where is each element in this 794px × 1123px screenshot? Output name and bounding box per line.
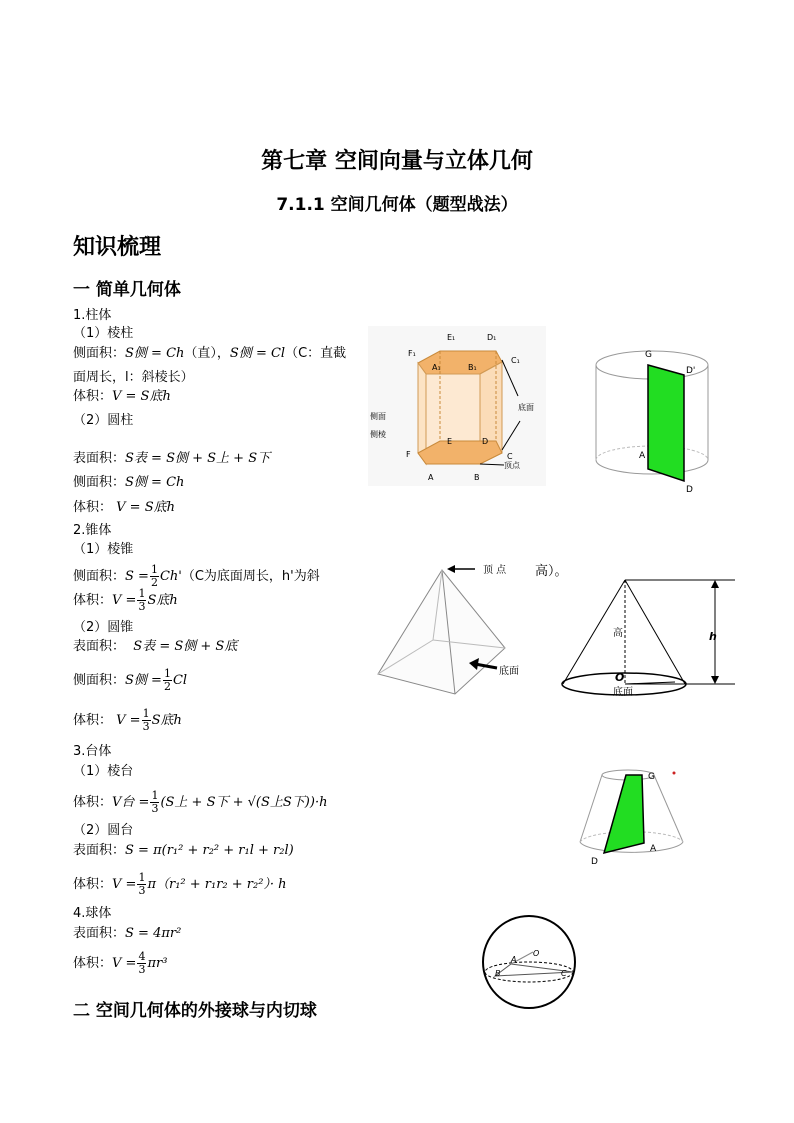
arrow-head [447, 565, 455, 573]
frustum-surface-line [73, 842, 294, 860]
prism-sub1: （1）棱柱 [73, 326, 134, 341]
sphere-volume-fraction [137, 951, 146, 976]
label-G: G [648, 772, 655, 782]
cylinder-lateral-label: 侧面积： [73, 475, 126, 490]
label-D: D [686, 485, 693, 495]
frustum-slant [580, 775, 602, 842]
label-base: 底面 [613, 687, 633, 698]
label-A: A [650, 844, 657, 854]
label-D1: D₁ [487, 333, 497, 342]
frustum-cvolume-label: 体积： [73, 877, 113, 892]
pyramid-volume-pre: V = [112, 593, 137, 608]
label-C: C [561, 969, 567, 978]
label-G: G [645, 350, 652, 360]
label-D: D [482, 437, 489, 446]
frustum-cvolume-post: π（r₁² + r₁r₂ + r₂²）· h [147, 877, 287, 892]
prism-heading: 1.柱体 [73, 308, 112, 323]
fraction-denominator: 3 [142, 720, 150, 733]
fraction-numerator: 1 [138, 587, 146, 600]
sphere-surface-f: S = 4πr² [125, 926, 182, 941]
pyramid-volume-post: S底h [147, 593, 178, 608]
sphere-volume-pre: V = [112, 956, 137, 971]
frustum-surface-label: 表面积： [73, 843, 126, 858]
label-C1: C₁ [511, 356, 520, 365]
fraction-numerator: 1 [142, 707, 150, 720]
cone-volume-post: S底h [151, 713, 182, 728]
cylinder-sub: （2）圆柱 [73, 413, 134, 428]
sphere-figure [473, 900, 588, 1010]
sphere-volume-label: 体积： [73, 956, 113, 971]
frustum-cvolume-fraction [137, 872, 146, 897]
label-side-face: 侧面 [370, 412, 386, 421]
cone-surface-line [73, 638, 237, 656]
cone-heading: 2.锥体 [73, 523, 112, 538]
cylinder-lateral-f: S侧 = Ch [125, 475, 185, 490]
sphere-heading: 4.球体 [73, 906, 112, 921]
prism-lateral-label: 侧面积： [73, 346, 126, 361]
cylinder-surface-f: S表 = S侧 + S上 + S下 [125, 451, 271, 466]
pyramid-lateral-note: （C为底面周长，h'为斜 [181, 569, 320, 584]
fraction-denominator: 2 [163, 680, 171, 693]
arrow-head [711, 676, 719, 684]
label-O: O [615, 671, 625, 684]
prism-lateral-note3: 面周长，l：斜棱长） [73, 370, 194, 385]
label-B: B [474, 473, 480, 482]
label-F1: F₁ [408, 349, 416, 358]
cone-lateral-post: Cl [172, 673, 188, 688]
prism-lateral-f2: S侧 = Cl [229, 346, 286, 361]
cone-lateral-pre: S侧 = [125, 673, 162, 688]
sphere-outline [483, 916, 575, 1008]
fraction-numerator: 1 [138, 871, 146, 884]
red-point [673, 772, 676, 775]
prism-lateral-note1: （直）， [184, 346, 230, 361]
label-A1: A₁ [432, 363, 441, 372]
frustum-volume-pre: V台 = [112, 795, 150, 810]
label-apex: 顶 点 [483, 565, 507, 576]
label-E1: E₁ [447, 333, 456, 342]
frustum-slant [654, 775, 683, 842]
label-side-edge: 侧棱 [370, 430, 386, 439]
cylinder-figure [590, 345, 715, 495]
label-height: 高 [613, 628, 623, 639]
label-B: B [495, 969, 501, 978]
fraction-denominator: 3 [151, 802, 159, 815]
cone-slant [625, 580, 685, 684]
cone-volume-fraction [142, 708, 151, 733]
chapter-title: 第七章 空间向量与立体几何 [261, 149, 533, 174]
label-A: A [511, 955, 517, 964]
fraction-numerator: 1 [150, 563, 158, 576]
label-F: F [406, 450, 411, 459]
pyramid-volume-fraction [137, 588, 146, 613]
pyramid-lateral-post: Ch' [159, 569, 182, 584]
part-one-heading: 一 简单几何体 [73, 280, 181, 300]
cone-lateral-fraction [163, 668, 172, 693]
cone-sub: （2）圆锥 [73, 620, 134, 635]
arrow-head [711, 580, 719, 588]
pyramid-lateral-note-end: 高）。 [535, 564, 568, 579]
cone-surface-f: S表 = S侧 + S底 [133, 639, 238, 654]
cone-lateral-label: 侧面积： [73, 673, 126, 688]
prism-lateral-note2: （C：直截 [285, 346, 347, 361]
cylinder-lateral-line [73, 474, 184, 492]
knowledge-heading: 知识梳理 [73, 235, 162, 260]
pyramid-body [378, 570, 505, 694]
fraction-numerator: 1 [151, 789, 159, 802]
frustum-volume-fraction [150, 790, 159, 815]
label-h: h [709, 630, 717, 643]
pyramid-figure [375, 560, 555, 700]
frustum-volume-label: 体积： [73, 795, 113, 810]
pyramid-lateral-fraction [150, 564, 159, 589]
cone-volume-label: 体积： [73, 713, 113, 728]
sphere-surface-label: 表面积： [73, 926, 126, 941]
pyramid-lateral-pre: S = [125, 569, 149, 584]
cone-lateral-line [73, 668, 187, 693]
fraction-numerator: 4 [138, 950, 146, 963]
section-subtitle: 7.1.1 空间几何体（题型战法） [276, 195, 518, 215]
green-cross-section [648, 365, 684, 481]
label-vertex: 顶点 [504, 461, 520, 470]
fraction-denominator: 3 [138, 600, 146, 613]
hexagonal-prism-figure [368, 326, 546, 486]
fraction-denominator: 3 [138, 884, 146, 897]
prism-volume-f: V = S底h [112, 389, 171, 404]
pyramid-lateral-label: 侧面积： [73, 569, 126, 584]
frustum-sub1: （1）棱台 [73, 764, 134, 779]
fraction-numerator: 1 [163, 667, 171, 680]
prism-volume-label: 体积： [73, 389, 113, 404]
label-E: E [447, 437, 453, 446]
frustum-cvolume-line [73, 872, 287, 897]
sphere-volume-line [73, 951, 167, 976]
label-D: D [591, 857, 598, 867]
pyramid-volume-line [73, 588, 178, 613]
label-A: A [639, 451, 646, 461]
frustum-cvolume-pre: V = [112, 877, 137, 892]
prism-lateral-line [73, 345, 346, 363]
label-C: C [507, 452, 513, 461]
cone-volume-pre: V = [116, 713, 141, 728]
frustum-sub2: （2）圆台 [73, 823, 134, 838]
frustum-surface-f: S = π(r₁² + r₂² + r₁l + r₂l) [125, 843, 294, 858]
pyramid-sub: （1）棱锥 [73, 542, 134, 557]
sphere-volume-post: πr³ [147, 956, 168, 971]
label-D-prime: D' [686, 366, 696, 376]
frustum-volume-line [73, 790, 327, 815]
label-O: O [533, 949, 540, 958]
green-cross-section [604, 775, 644, 853]
cylinder-surface-line [73, 450, 270, 468]
pyramid-volume-label: 体积： [73, 593, 113, 608]
prism-volume-line [73, 388, 171, 406]
cylinder-volume-line [73, 499, 175, 517]
cylinder-volume-f: V = S底h [116, 500, 175, 515]
sphere-surface-line [73, 925, 181, 943]
cylinder-surface-label: 表面积： [73, 451, 126, 466]
frustum-figure [578, 765, 693, 870]
part-two-heading: 二 空间几何体的外接球与内切球 [73, 1001, 317, 1021]
frustum-volume-post: (S上 + S下 + √(S上S下))·h [160, 795, 328, 810]
label-B1: B₁ [468, 363, 477, 372]
pyramid-lateral-line [73, 564, 320, 589]
cylinder-volume-label: 体积： [73, 500, 113, 515]
fraction-denominator: 2 [150, 576, 158, 589]
cone-figure [555, 570, 740, 710]
label-base: 底面 [499, 666, 519, 677]
label-A: A [428, 473, 434, 482]
cone-volume-line [73, 708, 182, 733]
label-base: 底面 [518, 403, 534, 412]
cone-surface-label: 表面积： [73, 639, 126, 654]
frustum-heading: 3.台体 [73, 744, 112, 759]
fraction-denominator: 3 [138, 963, 146, 976]
prism-lateral-f1: S侧 = Ch [125, 346, 185, 361]
